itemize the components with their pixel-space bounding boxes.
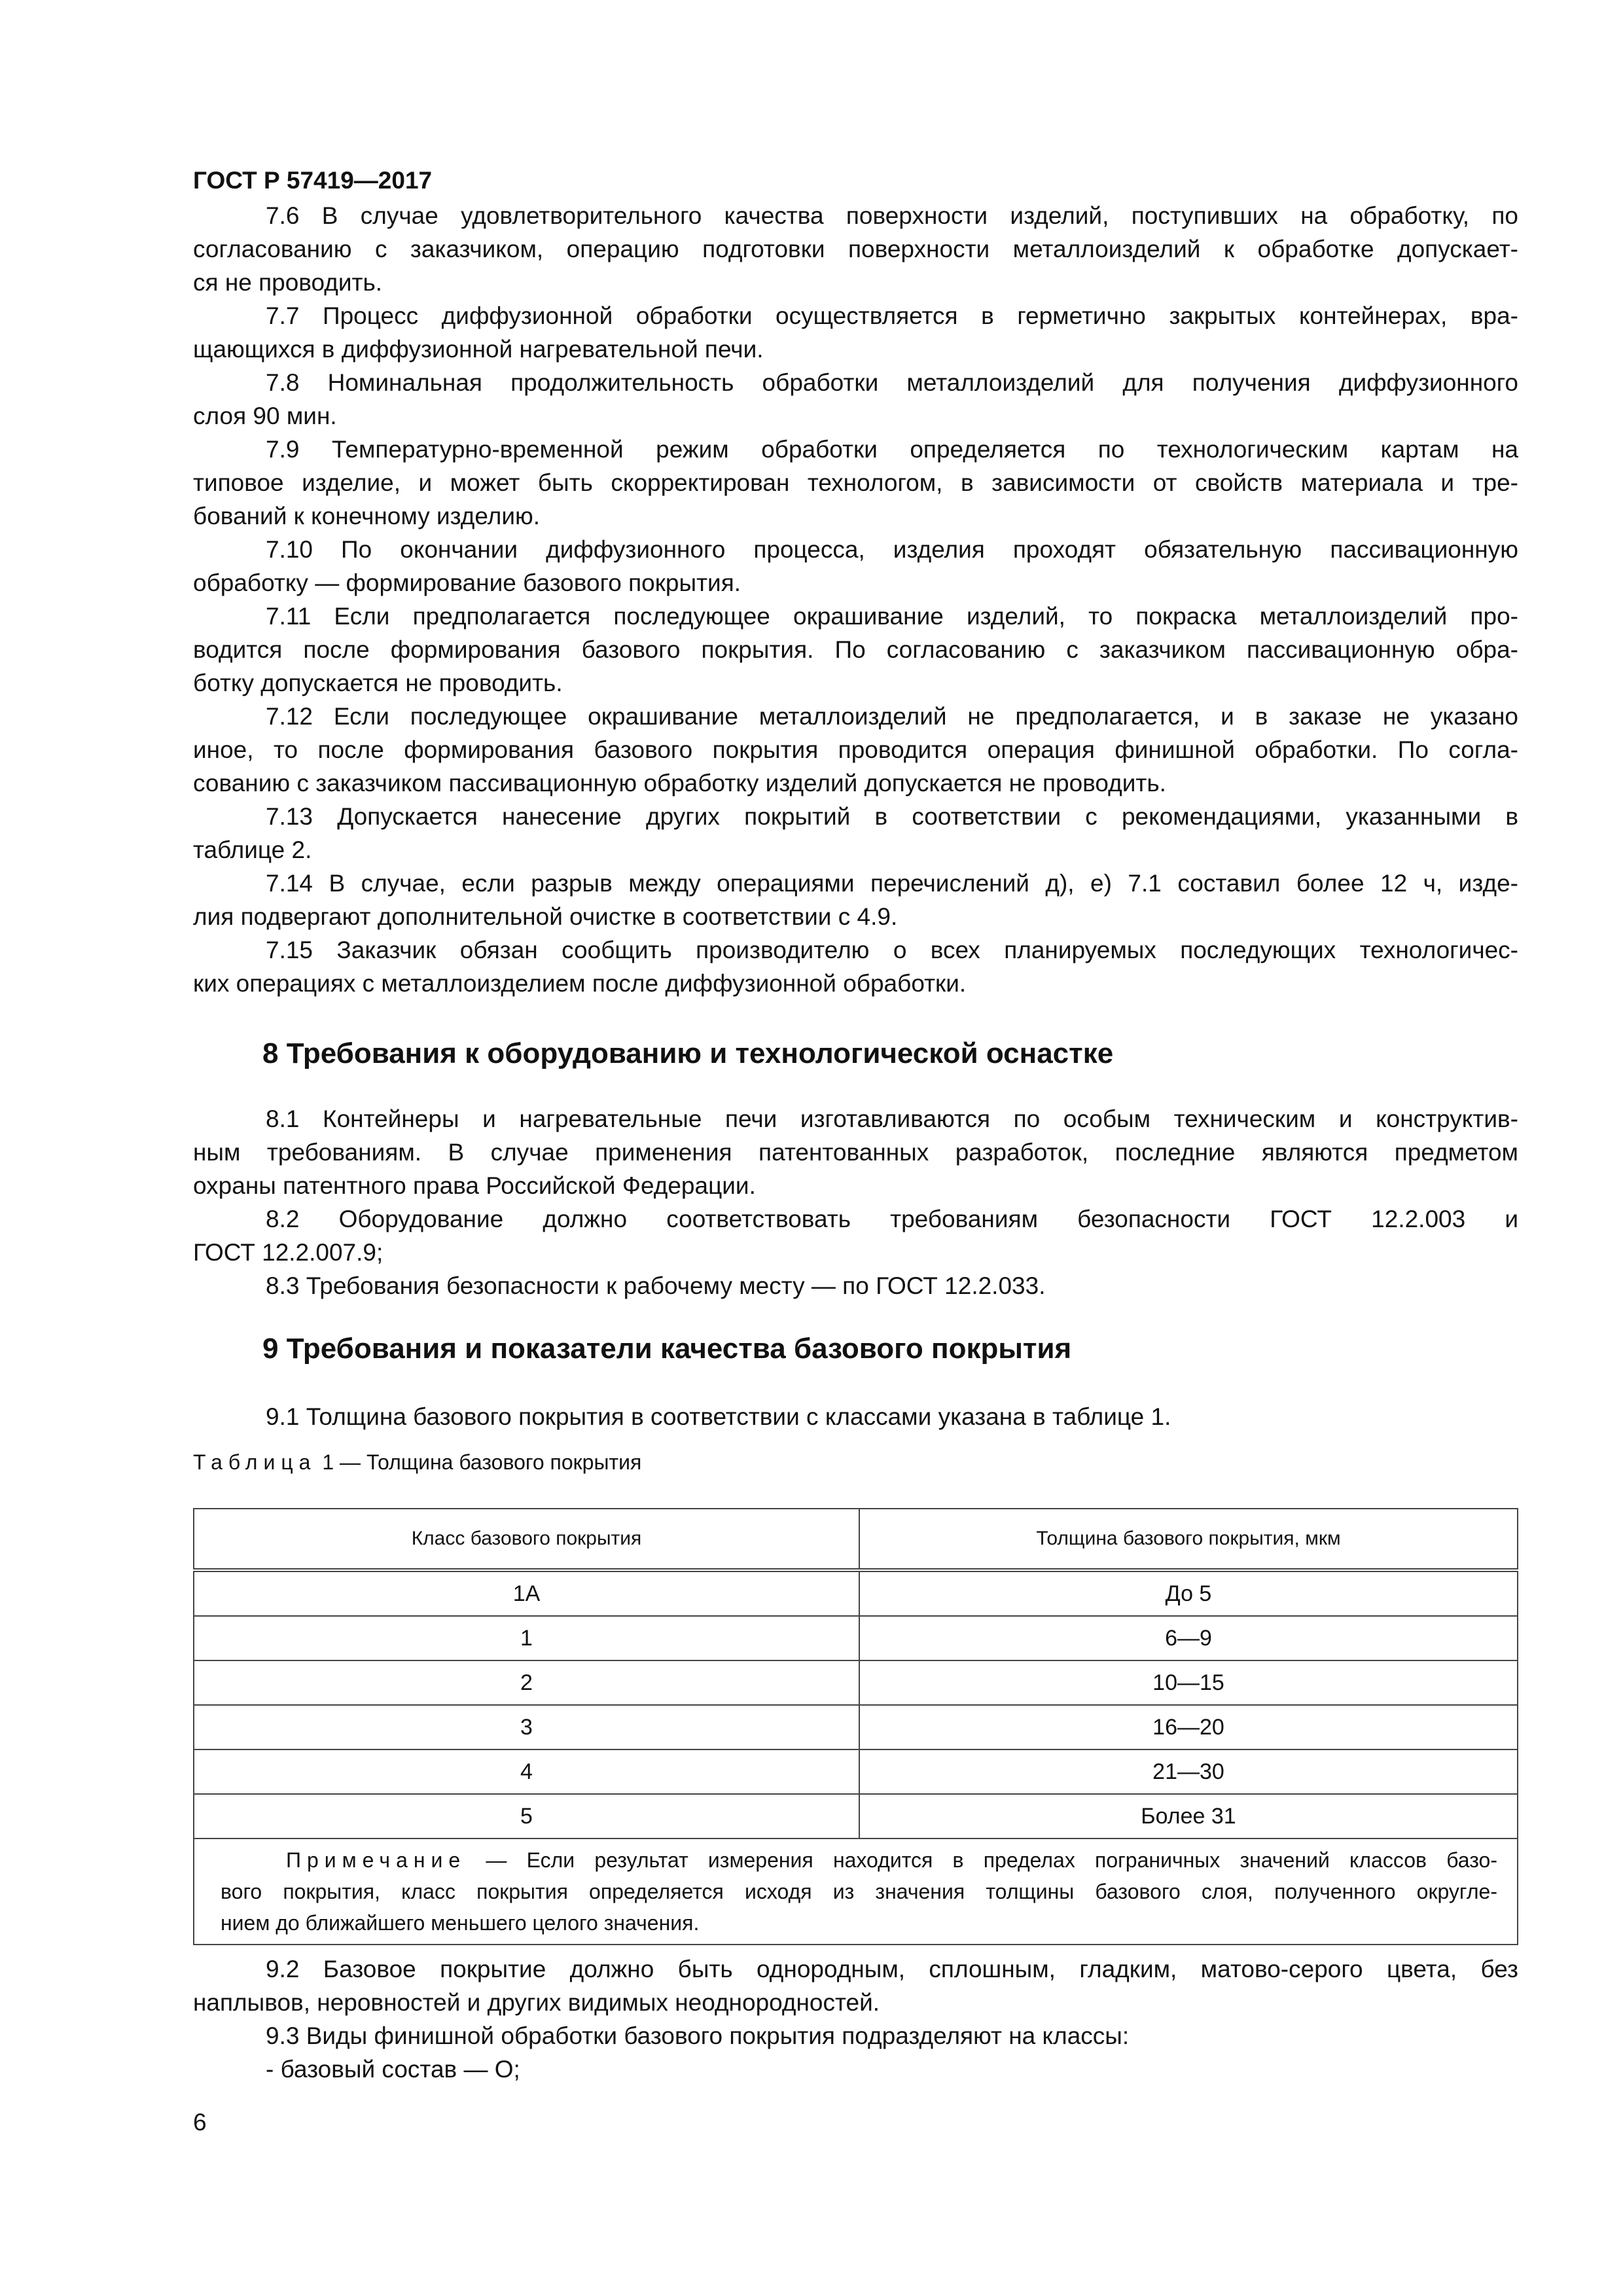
table-caption	[193, 1446, 641, 1478]
section-8-paragraphs	[193, 1102, 1518, 1302]
paragraph-line: 7.9 Температурно-временной режим обработки определяется по технологическим картам на	[266, 436, 1518, 463]
section-9-paragraphs	[193, 1952, 1518, 2086]
paragraph-line: 7.13 Допускается нанесение других покрытий в соответствии с рекомендациями, указанными в	[266, 803, 1518, 830]
paragraph-line: лия подвергают дополнительной очистке в соответствии с 4.9.	[193, 903, 898, 930]
paragraph-line: щающихся в диффузионной нагревательной печи.	[193, 336, 764, 363]
cell-thickness: До 5	[859, 1570, 1518, 1616]
paragraph-line: 7.6 В случае удовлетворительного качества поверхности изделий, поступивших на обработку, по	[266, 202, 1518, 229]
paragraph-line: 7.10 По окончании диффузионного процесса, изделия проходят обязательную пассивационную	[266, 536, 1518, 563]
paragraph-line: охраны патентного права Российской Федерации.	[193, 1172, 756, 1199]
section-9-heading: 9 Требования и показатели качества базового покрытия	[262, 1333, 1072, 1365]
note-line: вого покрытия, класс покрытия определяется исходя из значения толщины базового слоя, полученного округле-	[221, 1880, 1497, 1903]
cell-class: 5	[194, 1794, 859, 1839]
paragraph-line: 7.12 Если последующее окрашивание металлоизделий не предполагается, и в заказе не указано	[266, 703, 1518, 730]
table-row	[194, 1616, 1518, 1660]
paragraph-line: ным требованиям. В случае применения патентованных разработок, последние являются предметом	[193, 1139, 1518, 1166]
paragraph-line: ГОСТ 12.2.007.9;	[193, 1239, 383, 1266]
paragraph-line: согласованию с заказчиком, операцию подготовки поверхности металлоизделий к обработке допускает-	[193, 236, 1518, 262]
paragraph-line: 9.2 Базовое покрытие должно быть однородным, сплошным, гладким, матово-серого цвета, без	[266, 1956, 1518, 1982]
column-header-class: Класс базового покрытия	[194, 1509, 859, 1570]
cell-thickness: 16—20	[859, 1705, 1518, 1749]
paragraph-line: 7.11 Если предполагается последующее окрашивание изделий, то покраска металлоизделий про-	[266, 603, 1518, 630]
paragraph-line: 7.7 Процесс диффузионной обработки осуществляется в герметично закрытых контейнерах, вра-	[266, 302, 1518, 329]
note-line: нием до ближайшего меньшего целого значения.	[221, 1911, 700, 1935]
paragraph-line: 8.3 Требования безопасности к рабочему месту — по ГОСТ 12.2.033.	[266, 1272, 1046, 1299]
paragraph-line: ботку допускается не проводить.	[193, 670, 563, 696]
table-row	[194, 1794, 1518, 1839]
caption-label: Таблица	[193, 1450, 317, 1474]
cell-thickness: 10—15	[859, 1660, 1518, 1705]
paragraph-line: 7.15 Заказчик обязан сообщить производителю о всех планируемых последующих технологичес-	[266, 937, 1518, 963]
section-8-heading: 8 Требования к оборудованию и технологической оснастке	[262, 1037, 1114, 1069]
paragraph-line: типовое изделие, и может быть скорректирован технологом, в зависимости от свойств материала и тре-	[193, 469, 1518, 496]
note-label: Примечание	[286, 1848, 467, 1872]
paragraph-line: 8.2 Оборудование должно соответствовать требованиям безопасности ГОСТ 12.2.003 и	[266, 1206, 1518, 1232]
paragraph-line: 7.14 В случае, если разрыв между операциями перечислений д), е) 7.1 составил более 12 ч, изде-	[266, 870, 1518, 897]
paragraph-line: обработку — формирование базового покрытия.	[193, 569, 741, 596]
cell-thickness: 6—9	[859, 1616, 1518, 1660]
caption-title: 1 — Толщина базового покрытия	[316, 1450, 642, 1474]
paragraph-line: 7.8 Номинальная продолжительность обработки металлоизделий для получения диффузионного	[266, 369, 1518, 396]
cell-class: 1	[194, 1616, 859, 1660]
table-row	[194, 1749, 1518, 1794]
table-note	[194, 1839, 1518, 1945]
column-header-thickness: Толщина базового покрытия, мкм	[859, 1509, 1518, 1570]
table-row	[194, 1705, 1518, 1749]
paragraph-line: иное, то после формирования базового покрытия проводится операция финишной обработки. По согла-	[193, 736, 1518, 763]
table-header-row	[194, 1509, 1518, 1570]
paragraph-line: наплывов, неровностей и других видимых неоднородностей.	[193, 1989, 880, 2016]
note-line	[221, 1844, 1497, 1876]
table-note-row	[194, 1839, 1518, 1945]
paragraph-line: 9.1 Толщина базового покрытия в соответствии с классами указана в таблице 1.	[266, 1403, 1171, 1430]
paragraph-line: водится после формирования базового покрытия. По согласованию с заказчиком пассивационную обра-	[193, 636, 1518, 663]
paragraph-line: таблице 2.	[193, 836, 312, 863]
section-7-paragraphs	[193, 199, 1518, 1000]
page-number: 6	[193, 2109, 207, 2136]
paragraph-line: слоя 90 мин.	[193, 403, 337, 429]
paragraph-line: ких операциях с металлоизделием после диффузионной обработки.	[193, 970, 967, 997]
paragraph-line: 9.3 Виды финишной обработки базового покрытия подразделяют на классы:	[266, 2022, 1130, 2049]
paragraph-9-1	[193, 1400, 1518, 1433]
cell-class: 3	[194, 1705, 859, 1749]
cell-class: 4	[194, 1749, 859, 1794]
table-row	[194, 1570, 1518, 1616]
cell-thickness: Более 31	[859, 1794, 1518, 1839]
coating-thickness-table	[193, 1508, 1518, 1945]
paragraph-line: - базовый состав — О;	[266, 2056, 520, 2083]
paragraph-line: ся не проводить.	[193, 269, 383, 296]
paragraph-line: сованию с заказчиком пассивационную обработку изделий допускается не проводить.	[193, 770, 1166, 797]
cell-class: 2	[194, 1660, 859, 1705]
document-header: ГОСТ Р 57419—2017	[193, 167, 433, 194]
paragraph-line: 8.1 Контейнеры и нагревательные печи изготавливаются по особым техническим и конструктив-	[266, 1105, 1518, 1132]
note-text: — Если результат измерения находится в пределах пограничных значений классов базо-	[466, 1848, 1497, 1872]
table-row	[194, 1660, 1518, 1705]
paragraph-line: бований к конечному изделию.	[193, 503, 541, 529]
cell-class: 1А	[194, 1570, 859, 1616]
cell-thickness: 21—30	[859, 1749, 1518, 1794]
